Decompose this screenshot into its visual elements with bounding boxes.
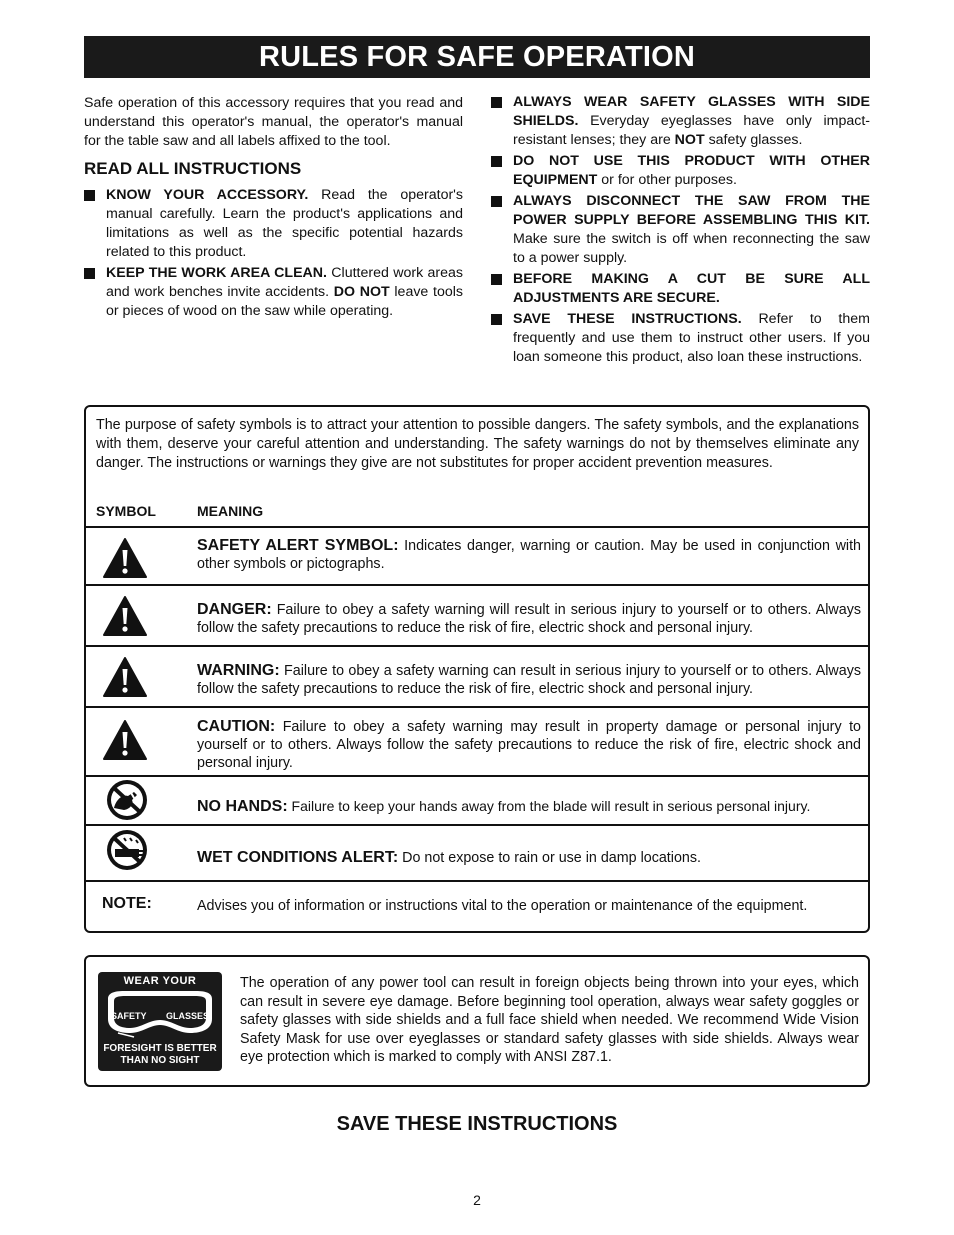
symbol-meaning: SAFETY ALERT SYMBOL: Indicates danger, warning or caution. May be used in conjunction with other symbols or pictographs. <box>197 537 862 572</box>
rule-item: DO NOT USE THIS PRODUCT WITH OTHER EQUIPMENT or for other purposes. <box>491 152 870 190</box>
page-number: 2 <box>473 1192 481 1208</box>
rule-item: BEFORE MAKING A CUT BE SURE ALL ADJUSTMENTS ARE SECURE. <box>491 270 870 308</box>
symbol-row-note <box>86 880 868 931</box>
read-all-heading: READ ALL INSTRUCTIONS <box>84 159 302 178</box>
wear-safety-glasses-badge: WEAR YOUR SAFETY GLASSES FORESIGHT IS BETTER THAN NO SIGHT <box>98 972 222 1071</box>
bullet-square-icon <box>491 196 502 207</box>
rule-item: KNOW YOUR ACCESSORY. Read the operator's manual carefully. Learn the product's applications and limitations as well as the specific potential hazards related to this product. <box>84 186 463 262</box>
symbol-row-caution <box>86 706 868 775</box>
symbol-meaning: Advises you of information or instructions vital to the operation or maintenance of the equipment. <box>197 898 808 914</box>
symbol-row-no-hands <box>86 775 868 824</box>
symbol-meaning: WET CONDITIONS ALERT: Do not expose to rain or use in damp locations. <box>197 849 701 866</box>
rule-item: ALWAYS DISCONNECT THE SAW FROM THE POWER SUPPLY BEFORE ASSEMBLING THIS KIT. Make sure the switch is off when reconnecting the saw to a power supply. <box>491 192 870 268</box>
eye-protection-text: The operation of any power tool can result in foreign objects being thrown into your eyes, which can result in severe eye damage. Before beginning tool operation, always wear safety goggles or safety glasses with side shields and a full face shield when needed. We recommend Wide Vision Safety Mask for use over eyeglasses or standard safety glasses with side shields. Always wear eye protection which is marked to comply with ANSI Z87.1. <box>240 975 859 1065</box>
bullet-square-icon <box>84 190 95 201</box>
note-label: NOTE: <box>102 895 152 912</box>
bullet-square-icon <box>491 156 502 167</box>
symbol-meaning: CAUTION: Failure to obey a safety warning may result in property damage or personal injury to yourself or to others. Always follow the safety precautions to reduce the risk of fire, electric shock and personal injury. <box>197 718 861 771</box>
symbol-meaning: WARNING: Failure to obey a safety warning can result in serious injury to yourself or to others. Always follow the safety precautions to reduce the risk of fire, electric shock and personal injury. <box>197 662 861 697</box>
rule-item: ALWAYS WEAR SAFETY GLASSES WITH SIDE SHIELDS. Everyday eyeglasses have only impact-resistant lenses; they are NOT safety glasses. <box>491 93 870 150</box>
save-instructions-heading: SAVE THESE INSTRUCTIONS <box>336 1113 618 1135</box>
bullet-square-icon <box>491 314 502 325</box>
bullet-square-icon <box>491 97 502 108</box>
rule-item: KEEP THE WORK AREA CLEAN. Cluttered work areas and work benches invite accidents. DO NOT leave tools or pieces of wood on the saw while operating. <box>84 264 463 321</box>
symbol-row-danger <box>86 584 868 645</box>
wet-conditions-icon <box>104 828 150 872</box>
symbol-meaning: DANGER: Failure to obey a safety warning will result in serious injury to yourself or to others. Always follow the safety precautions to reduce the risk of fire, electric shock and personal injury. <box>197 601 861 636</box>
intro-paragraph: Safe operation of this accessory requires that you read and understand this operator's manual, the operator's manual for the table saw and all labels affixed to the tool. <box>84 95 463 149</box>
symbols-intro: The purpose of safety symbols is to attract your attention to possible dangers. The safety symbols, and the explanations with them, deserve your careful attention and understanding. The safety warnings do not by themselves eliminate any danger. The instructions or warnings they give are not substitutes for proper accident prevention measures. <box>96 417 859 471</box>
symbol-row-safety-alert <box>86 526 868 584</box>
left-column <box>84 94 463 323</box>
rule-item: SAVE THESE INSTRUCTIONS. Refer to them frequently and use them to instruct other users. If you loan someone this product, also loan these instructions. <box>491 310 870 367</box>
right-column <box>491 93 870 369</box>
bullet-square-icon <box>491 274 502 285</box>
safety-symbols-box <box>84 405 870 933</box>
symbol-column-header: SYMBOL <box>96 503 156 519</box>
meaning-column-header: MEANING <box>197 503 264 519</box>
no-hands-icon <box>104 778 150 822</box>
safety-alert-triangle-icon <box>102 536 148 580</box>
symbol-row-warning <box>86 645 868 706</box>
eye-protection-box <box>84 955 870 1087</box>
safety-alert-triangle-icon <box>102 718 148 762</box>
symbol-row-wet-conditions <box>86 824 868 880</box>
bullet-square-icon <box>84 268 95 279</box>
safety-alert-triangle-icon <box>102 655 148 699</box>
safety-alert-triangle-icon <box>102 594 148 638</box>
symbol-meaning: NO HANDS: Failure to keep your hands away from the blade will result in serious personal injury. <box>197 798 811 815</box>
page-title: RULES FOR SAFE OPERATION <box>84 36 870 78</box>
